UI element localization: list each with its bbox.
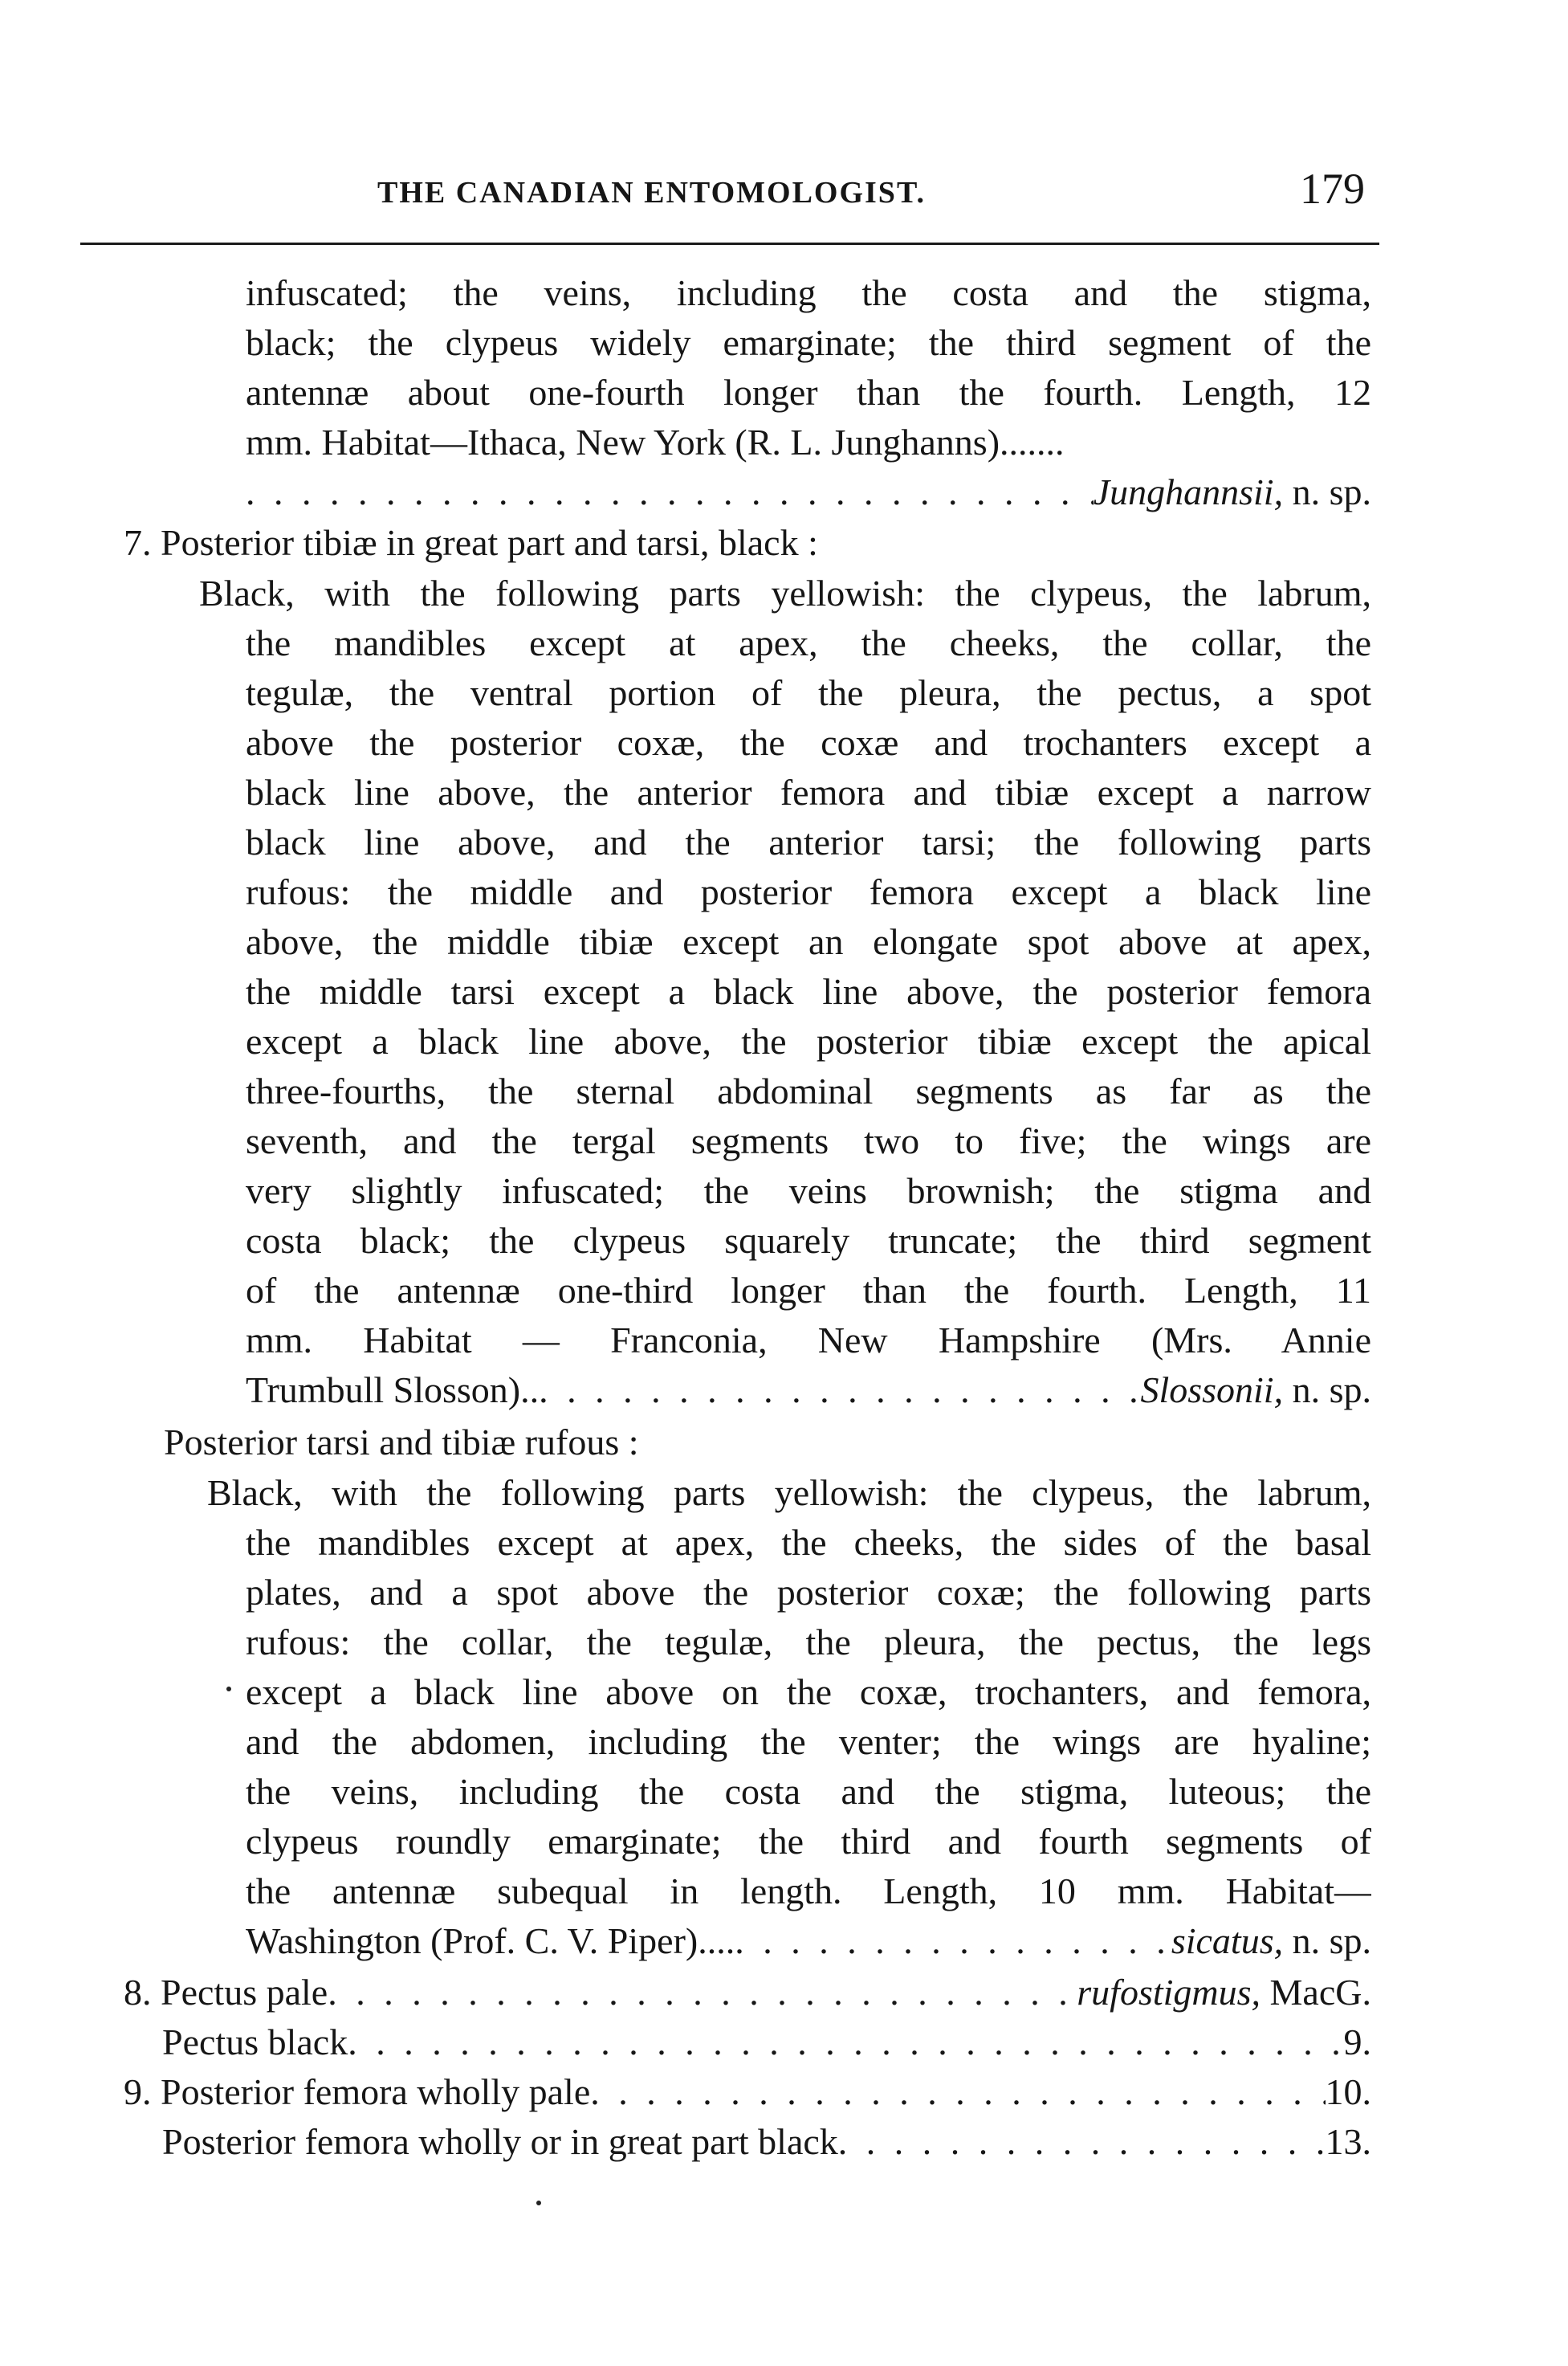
text-line: very slightly infuscated; the veins brownish; the stigma and [246, 1170, 1371, 1211]
couplet-7-lead [124, 518, 1368, 568]
leader-dots [735, 1916, 1171, 1966]
text-line: the veins, including the costa and the stigma, luteous; the [246, 1771, 1371, 1812]
leader-dots [328, 1968, 1077, 2017]
couplet-result: 9. [1343, 2021, 1371, 2062]
couplet-result: 10. [1325, 2071, 1371, 2112]
text-line: tegulæ, the ventral portion of the pleura, the pectus, a spot [246, 672, 1371, 713]
text-line: the mandibles except at apex, the cheeks, the sides of the basal [246, 1522, 1371, 1563]
couplet-number: 9. [124, 2071, 152, 2112]
species-line [246, 1916, 1371, 1966]
couplet-9-second [162, 2117, 1371, 2167]
text-line: black line above, the anterior femora and tibiæ except a narrow [246, 772, 1371, 813]
running-title: THE CANADIAN ENTOMOLOGIST. [377, 176, 926, 210]
page-header [377, 164, 1365, 220]
species-suffix: n. sp. [1292, 1369, 1371, 1410]
print-speck [536, 2201, 541, 2205]
couplet-number: 8. [124, 1972, 152, 2013]
couplet-8-second [162, 2017, 1371, 2067]
text-line: and the abdomen, including the venter; the wings are hyaline; [246, 1721, 1371, 1762]
species-suffix: n. sp. [1292, 1920, 1371, 1961]
text-line: black; the clypeus widely emarginate; the third segment of the [246, 322, 1371, 363]
text-line: the antennæ subequal in length. Length, 10 mm. Habitat— [246, 1870, 1371, 1911]
couplet-text: Pectus black [162, 2021, 348, 2062]
leader-dots [246, 467, 1094, 517]
text-line: mm. Habitat—Ithaca, New York (R. L. Junghanns)....... [246, 422, 1065, 463]
text-line: Black, with the following parts yellowish: the clypeus, the labrum, [207, 1472, 1371, 1513]
text-line: costa black; the clypeus squarely truncate; the third segment [246, 1220, 1371, 1261]
text-line: above the posterior coxæ, the coxæ and trochanters except a [246, 722, 1371, 763]
couplet-text: Posterior femora wholly pale [161, 2071, 591, 2112]
text-line: except a black line above on the coxæ, trochanters, and femora, [246, 1671, 1371, 1712]
species-name: Slossonii, [1140, 1369, 1284, 1410]
text-line: mm. Habitat — Franconia, New Hampshire (Mrs. Annie [246, 1320, 1371, 1360]
text-line: the mandibles except at apex, the cheeks, the collar, the [246, 622, 1371, 663]
couplet-lead-text: Posterior tibiæ in great part and tarsi, black : [161, 522, 818, 563]
text-line: above, the middle tibiæ except an elongate spot above at apex, [246, 921, 1371, 962]
couplet-result: 13. [1325, 2121, 1371, 2162]
species-name: sicatus, [1171, 1920, 1284, 1961]
text-line: rufous: the middle and posterior femora except a black line [246, 871, 1371, 912]
text-line: plates, and a spot above the posterior coxæ; the following parts [246, 1572, 1371, 1613]
couplet-number: 7. [124, 522, 152, 563]
leader-dots [590, 2067, 1325, 2117]
page-number: 179 [1300, 165, 1365, 213]
couplet-9-first [124, 2067, 1371, 2117]
text-line: black line above, and the anterior tarsi; the following parts [246, 822, 1371, 863]
text-line: antennæ about one-fourth longer than the fourth. Length, 12 [246, 372, 1371, 413]
text-line: seventh, and the tergal segments two to five; the wings are [246, 1120, 1371, 1161]
leader-dots [539, 1365, 1140, 1415]
alternative-lead: Posterior tarsi and tibiæ rufous : [164, 1422, 639, 1462]
species-name: Junghannsii, [1093, 471, 1284, 512]
final-text: Washington (Prof. C. V. Piper).... [246, 1920, 735, 1961]
species-author: MacG. [1269, 1972, 1371, 2013]
couplet-8-first [124, 1968, 1371, 2017]
text-line: except a black line above, the posterior tibiæ except the apical [246, 1021, 1371, 1062]
couplet-text: Pectus pale [161, 1972, 328, 2013]
text-line: rufous: the collar, the tegulæ, the pleura, the pectus, the legs [246, 1622, 1371, 1662]
species-suffix: n. sp. [1292, 471, 1371, 512]
text-line: the middle tarsi except a black line above, the posterior femora [246, 971, 1371, 1012]
leader-dots [838, 2117, 1326, 2167]
leader-dots [348, 2017, 1343, 2067]
text-line: infuscated; the veins, including the costa and the stigma, [246, 272, 1371, 313]
species-name: rufostigmus, [1077, 1972, 1261, 2013]
print-speck [226, 1687, 231, 1691]
final-text: Trumbull Slosson).. [246, 1369, 540, 1410]
text-line: clypeus roundly emarginate; the third and fourth segments of [246, 1821, 1371, 1862]
text-line: of the antennæ one-third longer than the fourth. Length, 11 [246, 1270, 1371, 1311]
header-rule [80, 243, 1379, 245]
species-line [246, 1365, 1371, 1415]
couplet-text: Posterior femora wholly or in great part black [162, 2121, 838, 2162]
text-line: three-fourths, the sternal abdominal segments as far as the [246, 1071, 1371, 1112]
species-line [246, 467, 1371, 517]
text-line: Black, with the following parts yellowish: the clypeus, the labrum, [199, 573, 1371, 614]
